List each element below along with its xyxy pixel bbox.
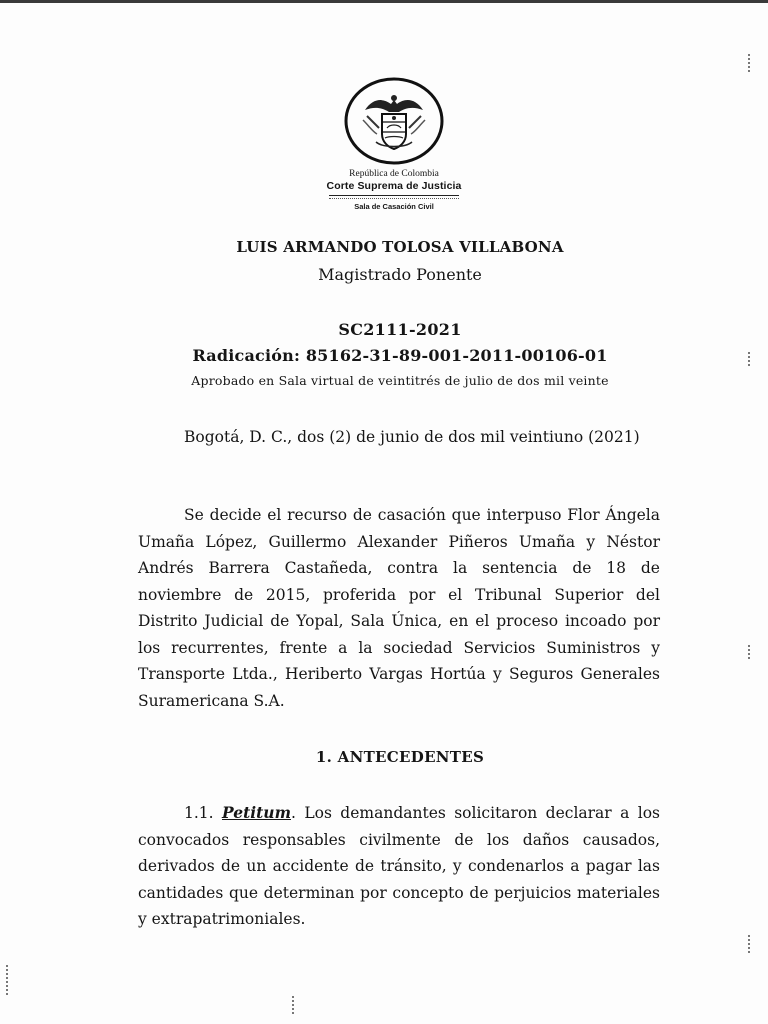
republic-label: República de Colombia bbox=[349, 169, 439, 179]
petitum-heading: Petitum bbox=[222, 803, 291, 822]
decision-paragraph-text: Se decide el recurso de casación que interpuso Flor Ángela Umaña López, Guillermo Alexander Piñeros Umaña y Néstor Andrés Barrera Castañeda, contra la sentencia de 18 de noviembre de 2015, proferida por el Tribunal Superior del Distrito Judicial de Yopal, Sala Única, en el proceso incoado por los recurrentes, frente a la sociedad Servicios Suministros y Transporte Ltda., Heriberto Vargas Hortúa y Seguros Generales Suramericana S.A. bbox=[138, 506, 660, 710]
scan-margin-mark bbox=[6, 965, 8, 995]
petitum-number: 1.1. bbox=[184, 804, 214, 822]
court-name: Corte Suprema de Justicia bbox=[326, 180, 462, 192]
section-title: 1. ANTECEDENTES bbox=[315, 748, 485, 766]
petitum-text: . Los demandantes solicitaron declarar a los convocados responsables civilmente de los daños causados, derivados de un accidente de tránsito, y condenarlos a pagar las cantidades que determinan por concepto de perjuicios materiales y extrapatrimoniales. bbox=[138, 804, 661, 928]
scan-margin-mark bbox=[748, 935, 750, 953]
judge-name: LUIS ARMANDO TOLOSA VILLABONA bbox=[236, 238, 564, 256]
colombia-coat-of-arms-seal bbox=[343, 76, 445, 166]
decision-paragraph bbox=[138, 502, 660, 714]
case-number: SC2111-2021 bbox=[338, 320, 462, 339]
chamber-name: Sala de Casación Civil bbox=[354, 202, 434, 211]
date-paragraph bbox=[138, 424, 660, 451]
scan-margin-mark bbox=[748, 352, 750, 366]
judge-role: Magistrado Ponente bbox=[318, 265, 482, 284]
radicacion-number: Radicación: 85162-31-89-001-2011-00106-01 bbox=[192, 346, 608, 365]
court-header bbox=[300, 168, 488, 212]
scan-margin-mark bbox=[748, 645, 750, 661]
approval-note: Aprobado en Sala virtual de veintitrés de julio de dos mil veinte bbox=[191, 373, 609, 388]
scan-top-edge bbox=[0, 0, 768, 3]
scan-margin-mark bbox=[292, 996, 294, 1014]
scan-margin-mark bbox=[748, 54, 750, 72]
header-divider bbox=[329, 195, 459, 199]
date-paragraph-text: Bogotá, D. C., dos (2) de junio de dos mil veintiuno (2021) bbox=[184, 428, 640, 446]
petitum-paragraph bbox=[138, 800, 660, 933]
